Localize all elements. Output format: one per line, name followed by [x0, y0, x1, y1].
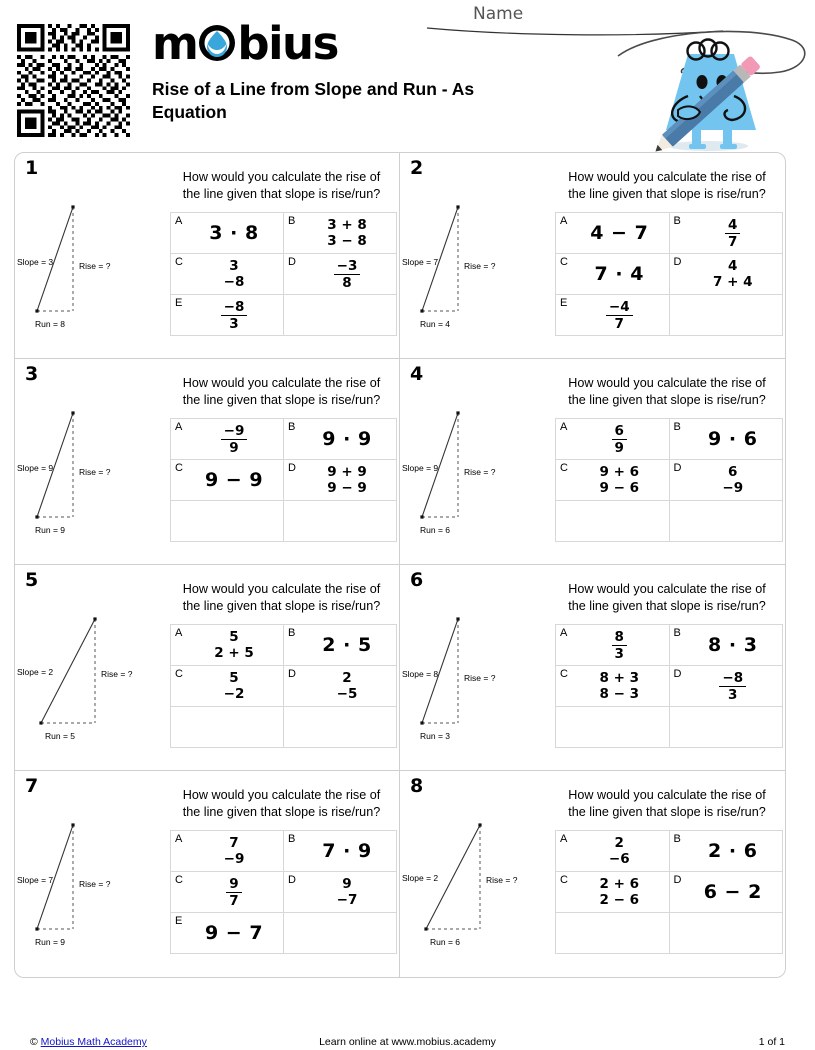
question-column	[555, 159, 785, 356]
figure-column	[15, 159, 170, 356]
option-cell[interactable]	[171, 872, 284, 913]
answer-options	[555, 624, 783, 748]
figure-column	[400, 365, 555, 562]
option-expression	[719, 670, 746, 704]
figure-column	[15, 571, 170, 768]
fraction-denominator: 9 − 6	[599, 480, 639, 497]
option-cell[interactable]	[284, 254, 397, 295]
svg-text:Rise = ?: Rise = ?	[79, 879, 111, 889]
worksheet-header	[0, 0, 815, 150]
fraction-denominator: 9	[221, 439, 248, 456]
option-letter: A	[560, 833, 568, 846]
option-expression: 9 · 9	[322, 428, 372, 451]
problem-cell	[15, 359, 400, 565]
option-letter: C	[175, 668, 183, 681]
option-expression: 2 · 6	[708, 840, 758, 863]
fraction-numerator: 9	[229, 875, 239, 892]
question-prompt: How would you calculate the rise of the line given that slope is rise/run?	[182, 788, 381, 819]
option-letter: D	[673, 462, 682, 475]
figure-column	[15, 365, 170, 562]
option-letter: B	[673, 833, 681, 846]
option-expression	[597, 464, 643, 497]
svg-text:Rise = ?: Rise = ?	[79, 467, 111, 477]
problem-number: 2	[410, 157, 424, 179]
problem-cell	[400, 771, 785, 977]
question-prompt: How would you calculate the rise of the line given that slope is rise/run?	[182, 376, 381, 407]
fraction-numerator: 9	[342, 876, 352, 892]
fraction-numerator: 8	[614, 628, 624, 645]
figure-column	[400, 159, 555, 356]
svg-text:Run = 8: Run = 8	[35, 319, 66, 329]
slope-triangle-diagram	[400, 193, 555, 333]
problem-cell	[15, 771, 400, 977]
question-column	[170, 777, 399, 975]
fraction-denominator: −9	[722, 480, 744, 497]
option-expression	[597, 670, 643, 703]
option-letter: C	[560, 256, 568, 269]
fraction-denominator: 7	[606, 315, 633, 332]
option-letter: C	[560, 874, 568, 887]
fraction-numerator: 2	[342, 670, 352, 686]
slope-triangle-diagram	[15, 193, 170, 333]
option-expression	[725, 217, 740, 251]
problem-grid	[14, 152, 786, 978]
option-letter: B	[673, 627, 681, 640]
fraction-denominator: −9	[223, 851, 245, 868]
option-letter: A	[560, 421, 568, 434]
option-expression	[324, 217, 370, 250]
fraction-numerator: 3 + 8	[327, 217, 367, 233]
option-letter: A	[175, 421, 183, 434]
option-expression	[606, 299, 633, 333]
option-letter: A	[175, 627, 183, 640]
svg-text:Run = 6: Run = 6	[420, 525, 451, 535]
svg-text:Rise = ?: Rise = ?	[101, 669, 133, 679]
svg-text:Slope = 2: Slope = 2	[402, 873, 439, 883]
option-cell[interactable]	[670, 625, 784, 666]
answer-options	[555, 418, 783, 542]
option-cell[interactable]	[556, 831, 670, 872]
slope-triangle-diagram	[15, 605, 170, 745]
figure-column	[400, 777, 555, 975]
problem-number: 6	[410, 569, 424, 591]
fraction-denominator: 2 − 6	[599, 892, 639, 909]
page-title: Rise of a Line from Slope and Run - As Equation	[152, 79, 475, 123]
question-column	[555, 777, 785, 975]
fraction-denominator: 3	[221, 315, 248, 332]
option-expression: 7 · 4	[594, 263, 644, 286]
option-cell-empty	[171, 501, 284, 542]
svg-text:Slope = 8: Slope = 8	[402, 669, 439, 679]
qr-code-icon	[17, 24, 130, 137]
footer-page-number: 1 of 1	[758, 1036, 785, 1048]
option-letter: D	[288, 874, 296, 887]
fraction-numerator: −9	[223, 422, 245, 439]
option-letter: D	[673, 668, 682, 681]
option-expression	[221, 670, 248, 703]
option-letter: B	[288, 833, 296, 846]
fraction-numerator: 4	[728, 216, 738, 233]
svg-text:Slope = 9: Slope = 9	[402, 463, 439, 473]
copyright-symbol: ©	[30, 1036, 38, 1048]
svg-text:Run = 6: Run = 6	[430, 937, 461, 947]
question-column	[170, 365, 399, 562]
fraction-denominator: 3	[612, 645, 627, 662]
problem-cell	[400, 153, 785, 359]
option-letter: D	[288, 668, 296, 681]
svg-text:Slope = 7: Slope = 7	[402, 257, 439, 267]
mobius-math-academy-link[interactable]: Mobius Math Academy	[40, 1036, 147, 1048]
fraction-denominator: 3 − 8	[327, 233, 367, 250]
option-expression	[211, 629, 257, 662]
option-letter: A	[175, 215, 183, 228]
fraction-denominator: 8	[334, 274, 361, 291]
option-letter: C	[175, 874, 183, 887]
fraction-numerator: 4	[728, 258, 738, 274]
option-cell[interactable]	[556, 666, 670, 707]
option-letter: C	[175, 462, 183, 475]
problem-number: 3	[25, 363, 39, 385]
slope-triangle-diagram	[400, 399, 555, 539]
option-letter: E	[560, 297, 568, 310]
option-letter: D	[673, 256, 682, 269]
option-cell-empty	[171, 707, 284, 748]
problem-cell	[15, 153, 400, 359]
answer-options	[555, 830, 783, 954]
fraction-denominator: 3	[719, 686, 746, 703]
option-letter: D	[288, 462, 296, 475]
fraction-denominator: 8 − 3	[599, 686, 639, 703]
svg-text:Slope = 3: Slope = 3	[17, 257, 54, 267]
question-column	[555, 365, 785, 562]
question-prompt: How would you calculate the rise of the line given that slope is rise/run?	[568, 170, 766, 201]
svg-text:Rise = ?: Rise = ?	[79, 261, 111, 271]
option-expression	[612, 423, 627, 457]
question-prompt: How would you calculate the rise of the line given that slope is rise/run?	[568, 582, 766, 613]
question-column	[170, 571, 399, 768]
question-column	[170, 159, 399, 356]
fraction-numerator: 6	[614, 422, 624, 439]
fraction-numerator: 3	[229, 258, 239, 274]
fraction-denominator: −5	[336, 686, 358, 703]
option-expression	[719, 464, 746, 497]
option-cell[interactable]	[171, 460, 284, 501]
option-cell[interactable]	[171, 254, 284, 295]
option-cell-empty	[556, 707, 670, 748]
answer-options	[555, 212, 783, 336]
problem-number: 4	[410, 363, 424, 385]
option-cell[interactable]	[284, 419, 397, 460]
option-letter: A	[560, 627, 568, 640]
option-expression	[324, 464, 370, 497]
option-expression: 6 − 2	[703, 881, 762, 904]
option-expression	[221, 835, 248, 868]
option-cell[interactable]	[171, 419, 284, 460]
option-letter: B	[673, 421, 681, 434]
slope-triangle-diagram	[15, 811, 170, 951]
fraction-numerator: 6	[728, 464, 738, 480]
option-cell[interactable]	[284, 872, 397, 913]
option-cell[interactable]	[670, 254, 784, 295]
answer-options	[170, 830, 397, 954]
option-letter: D	[288, 256, 296, 269]
answer-options	[170, 624, 397, 748]
fraction-denominator: 7 + 4	[713, 274, 753, 291]
svg-text:Run = 3: Run = 3	[420, 731, 451, 741]
option-cell[interactable]	[556, 213, 670, 254]
figure-column	[15, 777, 170, 975]
question-prompt: How would you calculate the rise of the line given that slope is rise/run?	[182, 170, 381, 201]
svg-text:Rise = ?: Rise = ?	[486, 875, 518, 885]
option-cell-empty	[284, 501, 397, 542]
option-cell[interactable]	[171, 831, 284, 872]
fraction-denominator: 9 − 9	[327, 480, 367, 497]
option-cell[interactable]	[670, 419, 784, 460]
option-cell-empty	[670, 913, 784, 954]
option-cell[interactable]	[670, 213, 784, 254]
option-letter: D	[673, 874, 682, 887]
problem-cell	[400, 359, 785, 565]
figure-column	[400, 571, 555, 768]
option-expression	[221, 299, 248, 333]
answer-options	[170, 418, 397, 542]
question-prompt: How would you calculate the rise of the line given that slope is rise/run?	[568, 788, 766, 819]
svg-text:Rise = ?: Rise = ?	[464, 261, 496, 271]
option-expression	[334, 258, 361, 292]
fraction-numerator: 5	[229, 670, 239, 686]
option-expression: 4 − 7	[590, 222, 649, 245]
fraction-denominator: −2	[223, 686, 245, 703]
option-expression	[334, 670, 361, 703]
option-expression	[221, 423, 248, 457]
logo-text-post: bius	[237, 16, 338, 70]
option-cell-empty	[670, 707, 784, 748]
option-cell-empty	[284, 913, 397, 954]
slope-triangle-diagram	[400, 605, 555, 745]
option-letter: C	[560, 668, 568, 681]
svg-text:Rise = ?: Rise = ?	[464, 673, 496, 683]
option-cell[interactable]	[171, 625, 284, 666]
fraction-numerator: 2	[614, 835, 624, 851]
option-expression: 8 · 3	[708, 634, 758, 657]
option-cell[interactable]	[284, 831, 397, 872]
svg-text:Run = 9: Run = 9	[35, 937, 66, 947]
svg-text:Slope = 7: Slope = 7	[17, 875, 54, 885]
option-cell[interactable]	[670, 460, 784, 501]
option-expression: 2 · 5	[322, 634, 372, 657]
option-cell[interactable]	[556, 295, 670, 336]
option-cell[interactable]	[171, 913, 284, 954]
fraction-denominator: 2 + 5	[214, 645, 254, 662]
option-letter: C	[175, 256, 183, 269]
option-cell[interactable]	[284, 460, 397, 501]
option-expression	[710, 258, 756, 291]
svg-text:Run = 9: Run = 9	[35, 525, 66, 535]
option-expression	[334, 876, 361, 909]
option-cell-empty	[556, 913, 670, 954]
option-letter: B	[673, 215, 681, 228]
svg-text:Rise = ?: Rise = ?	[464, 467, 496, 477]
option-letter: A	[560, 215, 568, 228]
svg-text:Slope = 2: Slope = 2	[17, 667, 54, 677]
fraction-denominator: 7	[725, 233, 740, 250]
problem-number: 8	[410, 775, 424, 797]
option-cell-empty	[284, 707, 397, 748]
mobius-droplet-icon	[197, 23, 237, 63]
mobius-mascot-with-pencil-icon	[596, 26, 815, 152]
problem-cell	[15, 565, 400, 771]
fraction-denominator: −6	[608, 851, 630, 868]
answer-options	[170, 212, 397, 336]
option-letter: B	[288, 421, 296, 434]
option-cell[interactable]	[284, 666, 397, 707]
option-cell[interactable]	[556, 625, 670, 666]
question-prompt: How would you calculate the rise of the line given that slope is rise/run?	[182, 582, 381, 613]
svg-text:Run = 5: Run = 5	[45, 731, 76, 741]
fraction-numerator: −3	[336, 257, 358, 274]
option-expression	[221, 258, 248, 291]
logo-text-pre: m	[152, 16, 198, 70]
option-cell[interactable]	[556, 254, 670, 295]
fraction-numerator: 7	[229, 835, 239, 851]
option-cell[interactable]	[670, 831, 784, 872]
option-cell[interactable]	[556, 419, 670, 460]
option-cell[interactable]	[556, 872, 670, 913]
option-expression: 7 · 9	[322, 840, 372, 863]
problem-number: 5	[25, 569, 39, 591]
fraction-denominator: 7	[226, 892, 241, 909]
option-expression: 9 − 9	[204, 469, 264, 492]
option-cell-empty	[556, 501, 670, 542]
option-cell[interactable]	[670, 872, 784, 913]
option-letter: E	[175, 297, 183, 310]
option-cell-empty	[670, 295, 784, 336]
option-expression	[612, 629, 627, 663]
problem-cell	[400, 565, 785, 771]
option-cell[interactable]	[171, 666, 284, 707]
option-cell[interactable]	[284, 625, 397, 666]
option-expression	[597, 876, 643, 909]
option-letter: B	[288, 215, 296, 228]
slope-triangle-diagram	[400, 811, 555, 951]
option-cell[interactable]	[670, 666, 784, 707]
fraction-denominator: 9	[612, 439, 627, 456]
question-column	[555, 571, 785, 768]
footer-center-text: Learn online at www.mobius.academy	[319, 1036, 496, 1048]
option-cell[interactable]	[556, 460, 670, 501]
fraction-denominator: −8	[223, 274, 245, 291]
fraction-numerator: 5	[229, 629, 239, 645]
fraction-numerator: −4	[608, 298, 630, 315]
fraction-numerator: 9 + 6	[599, 464, 639, 480]
fraction-numerator: 2 + 6	[599, 876, 639, 892]
option-cell[interactable]	[171, 213, 284, 254]
option-letter: A	[175, 833, 183, 846]
option-expression: 3 · 8	[209, 222, 259, 245]
svg-text:Run = 4: Run = 4	[420, 319, 451, 329]
fraction-denominator: −7	[336, 892, 358, 909]
option-letter: B	[288, 627, 296, 640]
option-letter: E	[175, 915, 183, 928]
slope-triangle-diagram	[15, 399, 170, 539]
fraction-numerator: −8	[223, 298, 245, 315]
option-cell[interactable]	[284, 213, 397, 254]
option-letter: C	[560, 462, 568, 475]
fraction-numerator: −8	[722, 669, 744, 686]
option-cell[interactable]	[171, 295, 284, 336]
option-cell-empty	[670, 501, 784, 542]
option-expression	[226, 876, 241, 910]
fraction-numerator: 8 + 3	[599, 670, 639, 686]
option-cell-empty	[284, 295, 397, 336]
option-expression	[606, 835, 633, 868]
option-expression: 9 · 6	[708, 428, 758, 451]
name-label: Name	[473, 4, 524, 24]
problem-number: 1	[25, 157, 39, 179]
svg-text:Slope = 9: Slope = 9	[17, 463, 54, 473]
problem-number: 7	[25, 775, 39, 797]
fraction-numerator: 9 + 9	[327, 464, 367, 480]
option-expression: 9 − 7	[204, 922, 264, 945]
question-prompt: How would you calculate the rise of the line given that slope is rise/run?	[568, 376, 766, 407]
